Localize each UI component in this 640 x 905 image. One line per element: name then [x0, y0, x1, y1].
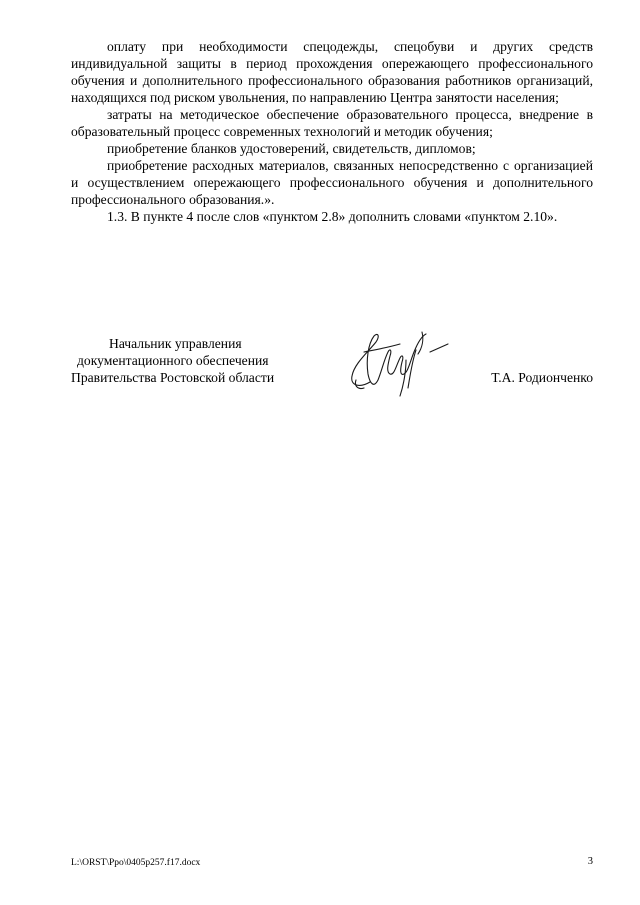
- paragraph-methodological-support: затраты на методическое обеспечение образовательного процесса, внедрение в образовательный процесс современных технологий и методик обучения;: [71, 107, 593, 139]
- position-line-3: Правительства Ростовской области: [71, 370, 275, 385]
- page-number: 3: [587, 856, 593, 867]
- signatory-name: Т.А. Родионченко: [491, 370, 593, 385]
- handwritten-signature-icon: [330, 322, 460, 400]
- signatory-position: [71, 335, 321, 386]
- paragraph-protective-clothing: оплату при необходимости спецодежды, спецобуви и других средств индивидуальной защиты в период прохождения опережающего профессионального обучения и дополнительного профессионального образования работников организаций, находящихся под риском увольнения, по направлению Центра занятости населения;: [71, 39, 593, 105]
- paragraph-amendment-1-3: 1.3. В пункте 4 после слов «пунктом 2.8» дополнить словами «пунктом 2.10».: [107, 209, 558, 224]
- document-body: [71, 38, 593, 225]
- position-line-2: документационного обеспечения: [77, 353, 269, 368]
- paragraph-blank-forms: приобретение бланков удостоверений, свидетельств, дипломов;: [107, 141, 476, 156]
- position-line-1: Начальник управления: [109, 336, 242, 351]
- paragraph-consumables: приобретение расходных материалов, связанных непосредственно с организацией и осуществлением опережающего профессионального обучения и дополнительного профессионального образования.».: [71, 158, 593, 207]
- footer-file-path: L:\ORST\Ppo\0405p257.f17.docx: [71, 858, 201, 868]
